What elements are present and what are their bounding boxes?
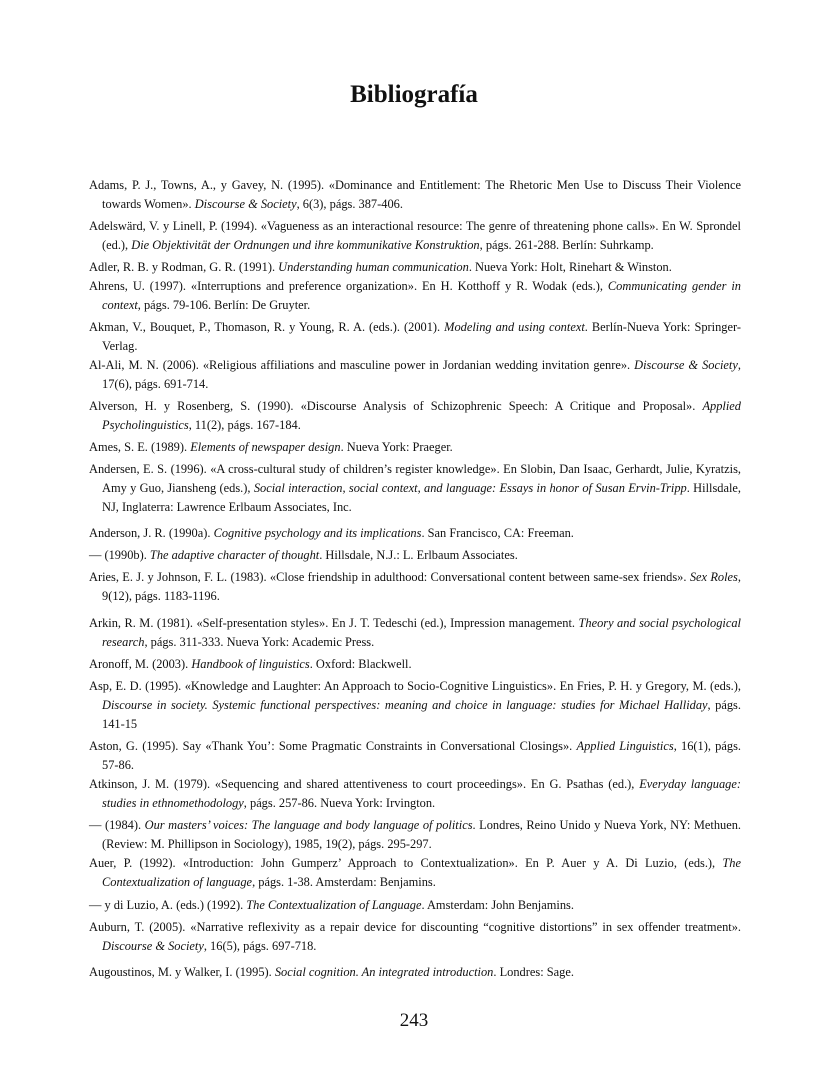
entry-tail: , 6(3), págs. 387-406. [296,197,403,211]
entry-lead: Alverson, H. y Rosenberg, S. (1990). «Discourse Analysis of Schizophrenic Speech: A Critique and Proposal». [89,399,703,413]
work-title: Discourse & Society [634,358,738,372]
entry-tail: . Nueva York: Holt, Rinehart & Winston. [468,260,672,274]
bibliography-entry [89,677,741,734]
entry-tail: , págs. 1-38. Amsterdam: Benjamins. [252,875,436,889]
bibliography-entry [89,258,741,277]
entry-tail: . Nueva York: Praeger. [340,440,453,454]
bibliography-entry [89,737,741,775]
entry-lead: — (1984). [89,818,145,832]
entry-tail: . Oxford: Blackwell. [309,657,412,671]
entry-tail: , 16(1), págs. 57-86. [102,739,741,772]
bibliography-entry [89,277,741,315]
bibliography-entry [89,546,741,565]
entry-lead: Arkin, R. M. (1981). «Self-presentation styles». En J. T. Tedeschi (ed.), Impression management. [89,616,579,630]
work-title: Handbook of linguistics [191,657,310,671]
bibliography-entry [89,854,741,892]
work-title: Applied Linguistics [576,739,674,753]
entry-tail: , 11(2), págs. 167-184. [188,418,301,432]
entry-tail: . Amsterdam: John Benjamins. [421,898,574,912]
bibliography-entry [89,655,741,674]
bibliography-entry [89,568,741,606]
work-title: Our masters’ voices: The language and body language of politics [144,818,473,832]
entry-lead: Adler, R. B. y Rodman, G. R. (1991). [89,260,279,274]
work-title: Discourse & Society [194,197,297,211]
bibliography-entry [89,614,741,652]
entry-lead: Auburn, T. (2005). «Narrative reflexivity as a repair device for discounting “cognitive distortions” in sex offender treatment». [89,920,741,934]
entry-lead: — (1990b). [89,548,150,562]
entry-lead: Augoustinos, M. y Walker, I. (1995). [89,965,275,979]
work-title: Understanding human communication [278,260,469,274]
bibliography-entry [89,438,741,457]
entry-tail: , págs. 79-106. Berlín: De Gruyter. [137,298,311,312]
bibliography-entry [89,397,741,435]
entry-tail: . San Francisco, CA: Freeman. [421,526,574,540]
entry-tail: , págs. 261-288. Berlín: Suhrkamp. [479,238,654,252]
entry-lead: Aries, E. J. y Johnson, F. L. (1983). «Close friendship in adulthood: Conversational content between same-sex friends». [89,570,690,584]
work-title: The Contextualization of Language [246,898,422,912]
entry-tail: , 17(6), págs. 691-714. [102,358,741,391]
work-title: Communicating gender in context [102,279,741,312]
entry-lead: Andersen, E. S. (1996). «A cross-cultural study of children’s register knowledge». En Slobin, Dan Isaac, Gerhardt, Julie, Kyratzis, Amy y Guo, Jiansheng (eds.), [89,462,741,495]
work-title: Applied Psycholinguistics [102,399,741,432]
work-title: Theory and social psychological research [102,616,741,649]
bibliography-entry [89,816,741,854]
entry-tail: , págs. 141-15 [102,698,741,731]
work-title: The adaptive character of thought [149,548,320,562]
entry-tail: . Hillsdale, NJ, Inglaterra: Lawrence Erlbaum Associates, Inc. [102,481,742,514]
work-title: Social interaction, social context, and language: Essays in honor of Susan Ervin-Tripp [253,481,687,495]
entry-tail: . Londres: Sage. [493,965,574,979]
entry-lead: Adams, P. J., Towns, A., y Gavey, N. (1995). «Dominance and Entitlement: The Rhetoric Men Use to Discuss Their Violence towards Women». [89,178,741,211]
entry-lead: Adelswärd, V. y Linell, P. (1994). «Vagueness as an interactional resource: The genre of threatening phone calls». En W. Sprondel (ed.), [89,219,741,252]
entry-tail: , págs. 257-86. Nueva York: Irvington. [243,796,436,810]
entry-tail: , 16(5), págs. 697-718. [203,939,317,953]
entry-tail: . Berlín-Nueva York: Springer-Verlag. [102,320,741,353]
bibliography-entry [89,356,741,394]
entry-lead: Al-Ali, M. N. (2006). «Religious affiliations and masculine power in Jordanian wedding invitation genre». [89,358,635,372]
entry-lead: Aston, G. (1995). Say «Thank You’: Some Pragmatic Constraints in Conversational Closings». [89,739,577,753]
bibliography-entry [89,896,741,915]
work-title: Die Objektivität der Ordnungen und ihre kommunikative Konstruktion [131,238,480,252]
entry-tail: . Hillsdale, N.J.: L. Erlbaum Associates. [319,548,518,562]
work-title: Everyday language: studies in ethnomethodology [102,777,741,810]
entry-lead: Aronoff, M. (2003). [89,657,192,671]
bibliography-entry [89,318,741,356]
bibliography-entry [89,775,741,813]
bibliography-entry [89,918,741,956]
bibliography-entry [89,460,741,517]
page-number: 243 [399,1010,429,1031]
entry-lead: Atkinson, J. M. (1979). «Sequencing and shared attentiveness to court proceedings». En G. Psathas (ed.), [89,777,640,791]
work-title: Cognitive psychology and its implications [213,526,422,540]
bibliography-list [89,176,741,982]
work-title: Modeling and using context [444,320,585,334]
work-title: The Contextualization of language [102,856,741,889]
page-title: Bibliografía [350,81,478,108]
work-title: Elements of newspaper design [190,440,341,454]
entry-tail: , págs. 311-333. Nueva York: Academic Press. [144,635,375,649]
entry-lead: Ahrens, U. (1997). «Interruptions and preference organization». En H. Kotthoff y R. Wodak (eds.), [89,279,608,293]
work-title: Discourse in society. Systemic functional perspectives: meaning and choice in language: studies for Michael Halliday [102,698,708,712]
work-title: Discourse & Society [102,939,204,953]
entry-lead: Ames, S. E. (1989). [89,440,191,454]
entry-lead: Akman, V., Bouquet, P., Thomason, R. y Young, R. A. (eds.). (2001). [89,320,445,334]
bibliography-entry [89,524,741,543]
entry-tail: . Londres, Reino Unido y Nueva York, NY: Methuen. (Review: M. Phillipson in Sociology), 1985, 19(2), págs. 295-297. [102,818,742,851]
bibliography-entry [89,217,741,255]
entry-lead: Anderson, J. R. (1990a). [89,526,214,540]
entry-lead: Asp, E. D. (1995). «Knowledge and Laughter: An Approach to Socio-Cognitive Linguistics». En Fries, P. H. y Gregory, M. (eds.), [89,679,741,693]
bibliography-entry [89,176,741,214]
entry-tail: , 9(12), págs. 1183-1196. [102,570,741,603]
entry-lead: — y di Luzio, A. (eds.) (1992). [89,898,247,912]
bibliography-entry [89,963,741,982]
work-title: Social cognition. An integrated introduction [274,965,494,979]
work-title: Sex Roles [689,570,738,584]
entry-lead: Auer, P. (1992). «Introduction: John Gumperz’ Approach to Contextualization». En P. Auer y A. Di Luzio, (eds.), [89,856,723,870]
